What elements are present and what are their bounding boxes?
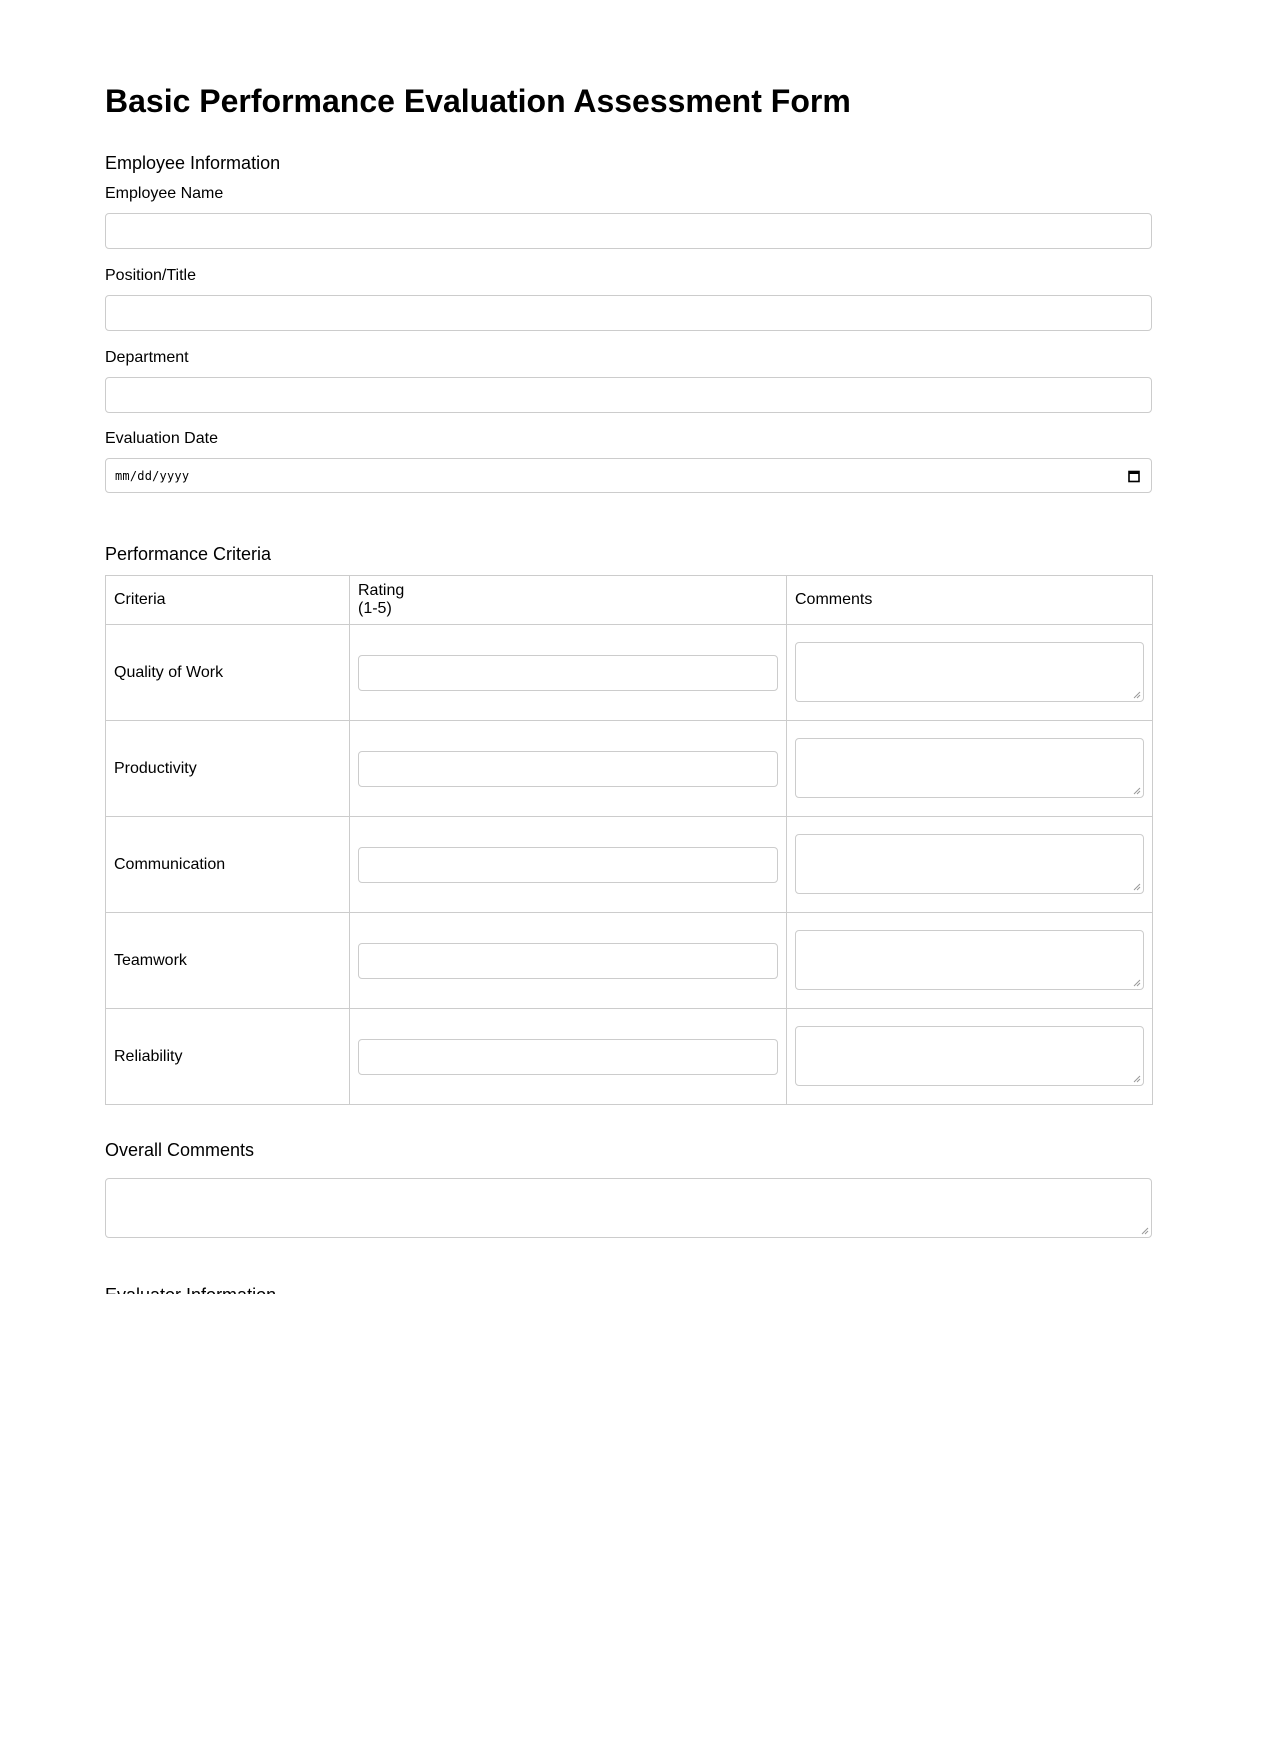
department-label: Department — [105, 349, 189, 366]
table-header-row — [106, 576, 1153, 625]
resize-grip-icon[interactable] — [1140, 1226, 1149, 1235]
rating-input-quality-of-work[interactable] — [358, 655, 778, 691]
performance-criteria-table — [105, 575, 1153, 1105]
evaluation-date-input[interactable] — [105, 458, 1152, 493]
date-placeholder: mm/dd/yyyy — [115, 468, 190, 483]
overall-comments-textarea[interactable] — [105, 1178, 1152, 1238]
comments-cell — [787, 913, 1153, 1009]
rating-header-line2: (1-5) — [358, 600, 392, 617]
table-row — [106, 913, 1153, 1009]
position-title-input[interactable] — [105, 295, 1152, 331]
criteria-cell: Communication — [106, 817, 350, 913]
rating-input-teamwork[interactable] — [358, 943, 778, 979]
rating-cell — [350, 913, 787, 1009]
page-clip-blank-area — [0, 1294, 1263, 1754]
resize-grip-icon[interactable] — [1132, 882, 1141, 891]
comments-cell — [787, 721, 1153, 817]
criteria-cell: Teamwork — [106, 913, 350, 1009]
employee-name-label: Employee Name — [105, 185, 224, 202]
comments-textarea-communication[interactable] — [795, 834, 1144, 894]
section-overall-comments: Overall Comments — [105, 1140, 255, 1160]
comments-textarea-teamwork[interactable] — [795, 930, 1144, 990]
resize-grip-icon[interactable] — [1132, 1074, 1141, 1083]
comments-cell — [787, 1009, 1153, 1105]
column-header-rating — [350, 576, 787, 625]
criteria-cell: Quality of Work — [106, 625, 350, 721]
column-header-criteria: Criteria — [106, 576, 350, 625]
position-title-label: Position/Title — [105, 267, 196, 284]
rating-input-communication[interactable] — [358, 847, 778, 883]
section-employee-information: Employee Information — [105, 153, 281, 173]
resize-grip-icon[interactable] — [1132, 786, 1141, 795]
table-row — [106, 817, 1153, 913]
table-row — [106, 625, 1153, 721]
comments-cell — [787, 625, 1153, 721]
rating-cell — [350, 1009, 787, 1105]
resize-grip-icon[interactable] — [1132, 978, 1141, 987]
evaluation-date-label: Evaluation Date — [105, 430, 218, 447]
comments-textarea-productivity[interactable] — [795, 738, 1144, 798]
rating-input-productivity[interactable] — [358, 751, 778, 787]
employee-name-input[interactable] — [105, 213, 1152, 249]
rating-input-reliability[interactable] — [358, 1039, 778, 1075]
page-title: Basic Performance Evaluation Assessment Form — [105, 83, 851, 119]
rating-cell — [350, 817, 787, 913]
criteria-cell: Reliability — [106, 1009, 350, 1105]
comments-cell — [787, 817, 1153, 913]
calendar-icon[interactable] — [1127, 469, 1141, 483]
comments-textarea-quality-of-work[interactable] — [795, 642, 1144, 702]
rating-cell — [350, 721, 787, 817]
table-row — [106, 721, 1153, 817]
resize-grip-icon[interactable] — [1132, 690, 1141, 699]
criteria-cell: Productivity — [106, 721, 350, 817]
rating-header-line1: Rating — [358, 582, 405, 599]
column-header-comments: Comments — [787, 576, 1153, 625]
section-performance-criteria: Performance Criteria — [105, 544, 272, 564]
rating-cell — [350, 625, 787, 721]
comments-textarea-reliability[interactable] — [795, 1026, 1144, 1086]
department-input[interactable] — [105, 377, 1152, 413]
table-row — [106, 1009, 1153, 1105]
